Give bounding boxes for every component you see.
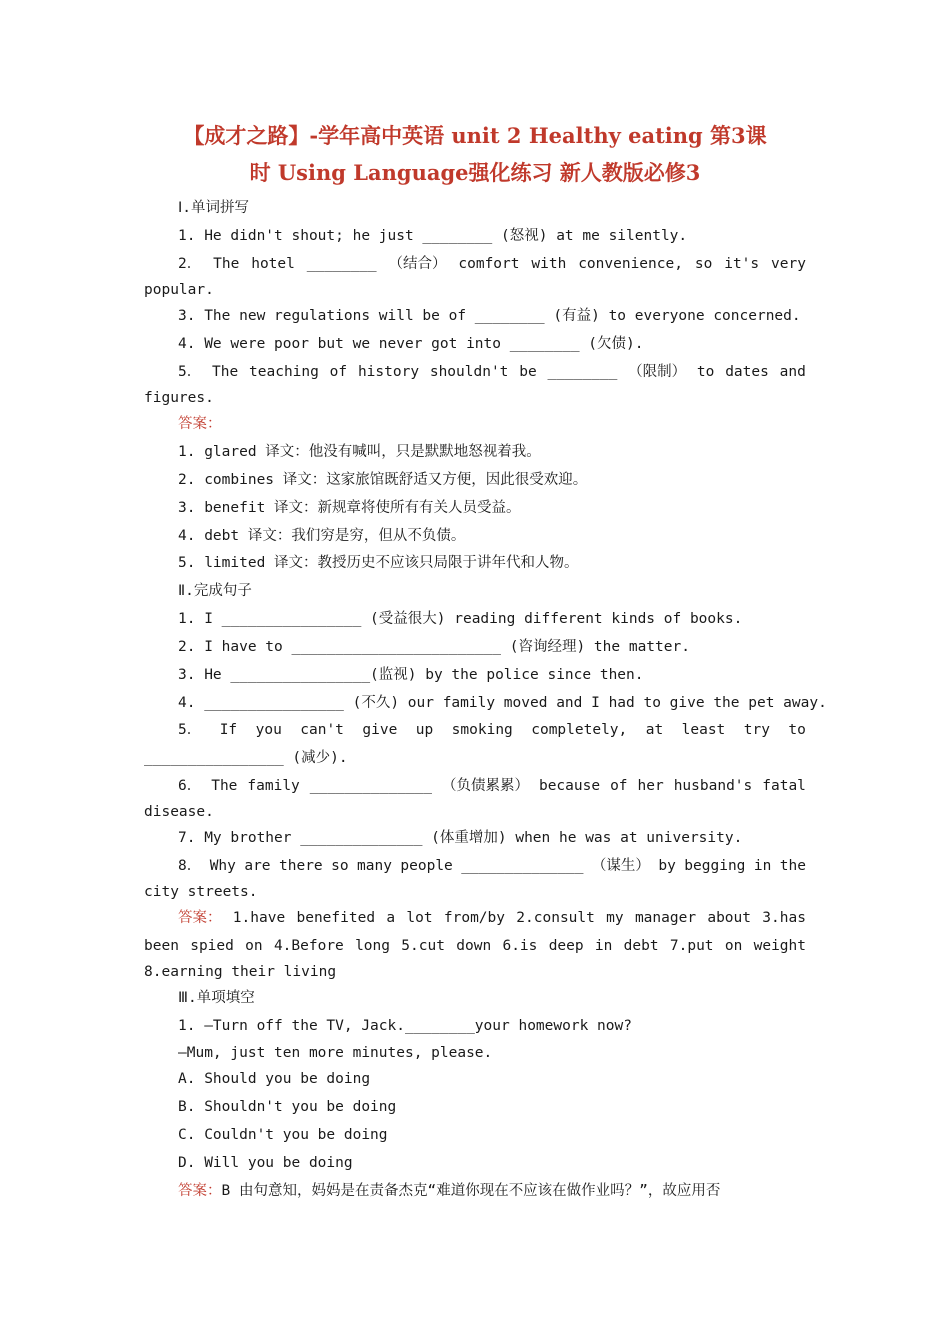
s3-option-a: A. Should you be doing bbox=[178, 1071, 371, 1087]
s1-q4: 4. We were poor but we never got into ________ (欠债). bbox=[178, 336, 644, 352]
s2-q4: 4. ________________ (不久) our family moved and I had to give the pet away. bbox=[178, 695, 827, 711]
s2-answer-label: 答案： bbox=[178, 910, 222, 926]
s1-a1: 1. glared 译文：他没有喊叫，只是默默地怒视着我。 bbox=[178, 444, 541, 460]
s3-q1-reply: —Mum, just ten more minutes, please. bbox=[178, 1045, 493, 1061]
s1-a2: 2. combines 译文：这家旅馆既舒适又方便，因此很受欢迎。 bbox=[178, 472, 588, 488]
s3-option-c: C. Couldn't you be doing bbox=[178, 1127, 388, 1143]
s2-answers-line1: 答案： 1.have benefited a lot from/by 2.consult my manager about 3.has bbox=[144, 906, 806, 930]
s3-answer-label: 答案： bbox=[178, 1183, 222, 1199]
doc-title-line2: 时 Using Language强化练习 新人教版必修3 bbox=[249, 160, 701, 185]
s3-answer bbox=[144, 1179, 806, 1203]
s1-answer-label: 答案： bbox=[178, 416, 222, 432]
s2-q5-line2: ________________ (减少). bbox=[144, 750, 348, 766]
s3-option-b: B. Shouldn't you be doing bbox=[178, 1099, 397, 1115]
section1-heading: Ⅰ.单词拼写 bbox=[178, 200, 250, 216]
s1-a3: 3. benefit 译文：新规章将使所有有关人员受益。 bbox=[178, 500, 521, 516]
s3-option-d: D. Will you be doing bbox=[178, 1155, 353, 1171]
doc-title-line1: 【成才之路】-学年高中英语 unit 2 Healthy eating 第3课 bbox=[183, 123, 767, 148]
s1-q5-line2: figures. bbox=[144, 390, 214, 406]
s2-q2: 2. I have to ________________________ (咨询经理) the matter. bbox=[178, 639, 690, 655]
s2-answers-line3: 8.earning their living bbox=[144, 964, 337, 980]
s1-q2-line1: 2． The hotel ________ （结合） comfort with convenience, so it's very bbox=[178, 256, 806, 272]
s2-answers-line2: been spied on 4.Before long 5.cut down 6.is deep in debt 7.put on weight bbox=[144, 938, 806, 954]
s1-q5-line1: 5． The teaching of history shouldn't be ________ （限制） to dates and bbox=[178, 364, 806, 380]
s2-q6-line1: 6． The family ______________ （负债累累） because of her husband's fatal bbox=[178, 778, 806, 794]
s2-q8-line2: city streets. bbox=[144, 884, 258, 900]
s2-q5-line1: 5． If you can't give up smoking completely, at least try to bbox=[178, 722, 806, 738]
s2-q8-line1: 8． Why are there so many people ______________ （谋生） by begging in the bbox=[178, 858, 806, 874]
s1-q2-line2: popular. bbox=[144, 282, 214, 298]
s1-q1: 1. He didn't shout; he just ________ (怒视) at me silently. bbox=[178, 228, 688, 244]
s1-q3: 3. The new regulations will be of ________ (有益) to everyone concerned. bbox=[178, 308, 801, 324]
s2-q1: 1. I ________________ (受益很大) reading different kinds of books. bbox=[178, 611, 743, 627]
section2-heading: Ⅱ.完成句子 bbox=[178, 583, 252, 599]
section3-heading: Ⅲ.单项填空 bbox=[178, 990, 255, 1006]
s2-q3: 3. He ________________(监视) by the police since then. bbox=[178, 667, 644, 683]
s1-a5: 5. limited 译文：教授历史不应该只局限于讲年代和人物。 bbox=[178, 555, 579, 571]
s2-q6-line2: disease. bbox=[144, 804, 214, 820]
s3-answer-text: B 由句意知，妈妈是在责备杰克“难道你现在不应该在做作业吗？”，故应用否 bbox=[221, 1183, 721, 1199]
s1-a4: 4. debt 译文：我们穷是穷，但从不负债。 bbox=[178, 528, 466, 544]
s2-q7: 7. My brother ______________ (体重增加) when he was at university. bbox=[178, 830, 743, 846]
s3-q1: 1. —Turn off the TV, Jack.________your homework now? bbox=[178, 1018, 632, 1034]
